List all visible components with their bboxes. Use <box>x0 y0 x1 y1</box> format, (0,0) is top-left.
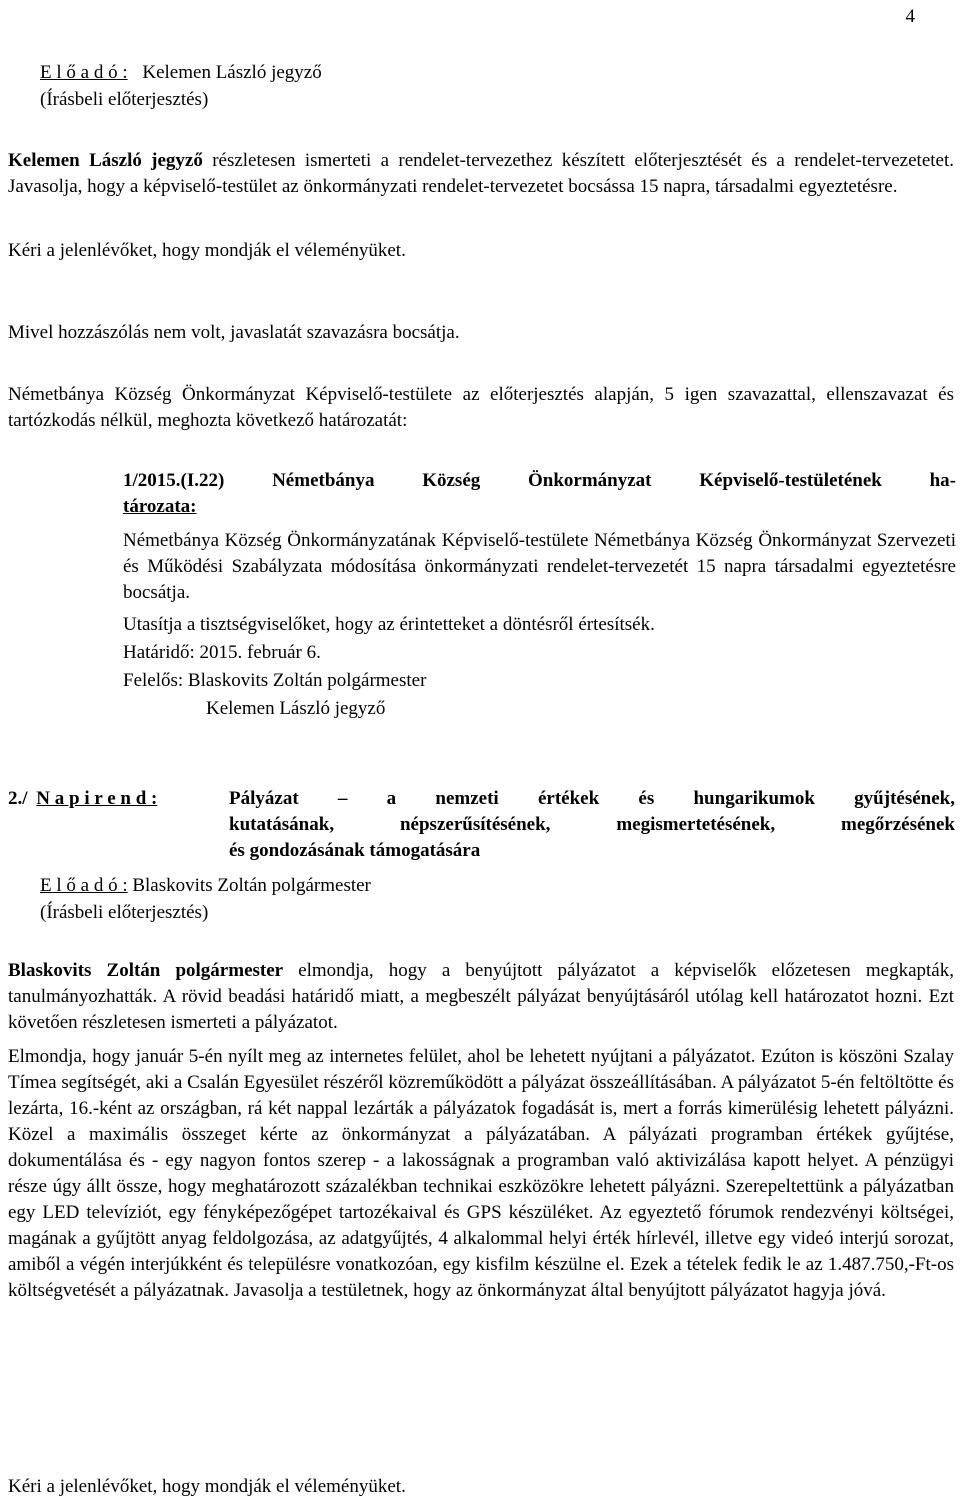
resolution-responsible: Felelős: Blaskovits Zoltán polgármester <box>123 670 427 691</box>
paragraph-request: Kéri a jelenlévőket, hogy mondják el véleményüket. <box>8 240 406 261</box>
agenda-title-line2: kutatásának, népszerűsítésének, megismertetésének, megőrzésének <box>229 814 955 835</box>
resolution-instruct: Utasítja a tisztségviselőket, hogy az érintetteket a döntésről értesítsék. <box>123 614 655 635</box>
resolution-title-line2: tározata: <box>123 496 197 517</box>
paragraph-intro-text: részletesen ismerteti a rendelet-tervezethez készített előterjesztését és a rendelet-tervezetetet. Javasolja, hogy a képviselő-testület az önkormányzati rendelet-tervezetet bocsássa 15 napra, társadalmi egyeztetésre. <box>8 150 954 197</box>
resolution-body: Németbánya Község Önkormányzatának Képviselő-testülete Németbánya Község Önkormányzat Szervezeti és Működési Szabályzata módosítása önkormányzati rendelet-tervezetét 15 napra társadalmi egyeztetésre bocsátja. <box>123 530 956 603</box>
eloado-label: E l ő a d ó : <box>40 62 128 83</box>
eloado-name: Kelemen László jegyző <box>142 62 322 83</box>
agenda-number: 2./ <box>8 788 28 809</box>
mayor-name: Blaskovits Zoltán polgármester <box>8 960 284 981</box>
agenda2-eloado-name: Blaskovits Zoltán polgármester <box>127 875 371 896</box>
resolution-title-line1: 1/2015.(I.22) Németbánya Község Önkormányzat Képviselő-testületének ha- <box>123 470 956 491</box>
agenda-label: N a p i r e n d : <box>36 788 158 809</box>
resolution-title <box>123 468 956 520</box>
paragraph-request-2: Kéri a jelenlévőket, hogy mondják el véleményüket. <box>8 1476 406 1497</box>
page-number: 4 <box>905 6 915 27</box>
paragraph-decision: Németbánya Község Önkormányzat Képviselő-testülete az előterjesztés alapján, 5 igen szavazattal, ellenszavazat és tartózkodás nélkül, meghozta következő határozatát: <box>8 384 954 431</box>
agenda-title <box>229 786 955 864</box>
agenda2-iras: (Írásbeli előterjesztés) <box>40 902 209 923</box>
agenda-title-line1: Pályázat – a nemzeti értékek és hungarikumok gyűjtésének, <box>229 788 955 809</box>
agenda-title-line3: és gondozásának támogatására <box>229 840 481 861</box>
speaker-name: Kelemen László jegyző <box>8 150 203 171</box>
agenda2-eloado-label: E l ő a d ó : <box>40 875 128 896</box>
resolution-responsible-2: Kelemen László jegyző <box>206 698 386 719</box>
agenda2-eloado <box>40 873 960 899</box>
paragraph-intro <box>8 148 954 200</box>
paragraph-details: Elmondja, hogy január 5-én nyílt meg az internetes felület, ahol be lehetett nyújtani a pályázatot. Ezúton is köszöni Szalay Tímea segítségét, aki a Csalán Egyesület részéről közreműködött a pályázat összeállításában. A pályázatot 5-én feltöltötte és lezárta, 16.-ként az országban, rá két nappal lezárták a pályázatok fogadását is, mert a forrás kimerülésig lehetett pályázni. Közel a maximális összeget kérte az önkormányzat a pályázatában. A pályázati programban értékek gyűjtése, dokumentálása és - egy nagyon fontos szerep - a lakosságnak a programban való aktivizálása kapott helyet. A pénzügyi része úgy állt össze, hogy meghatározott százalékban technikai eszközökre lehetett pályázni. Szerepeltettünk a pályázatban egy LED televíziót, egy fényképezőgépet tartozékaival és GPS készüléket. Az egyeztető fórumok rendezvényi költségei, magának a gyűjtött anyag feldolgozása, az adatgyűjtés, 4 alkalommal helyi érték hírlevél, illetve egy videó interjú sorozat, amiből a végén interjúkként és településre vonatkozóan, egy kisfilm készülne el. Ezek a tételek fedik le az 1.487.750,-Ft-os költségvetését a pályázatnak. Javasolja a testületnek, hogy az önkormányzat által benyújtott pályázatot hagyja jóvá. <box>8 1046 954 1301</box>
paragraph-mayor-text: elmondja, hogy a benyújtott pályázatot a képviselők előzetesen megkapták, tanulmányozhatták. A rövid beadási határidő miatt, a megbeszélt pályázat benyújtásáról utólag kell határozatot hozni. Ezt követően részletesen ismerteti a pályázatot. <box>8 960 954 1033</box>
paragraph-mayor <box>8 958 954 1036</box>
paragraph-vote-call: Mivel hozzászólás nem volt, javaslatát szavazásra bocsátja. <box>8 322 460 343</box>
eloado-header <box>40 60 960 86</box>
resolution-deadline: Határidő: 2015. február 6. <box>123 642 321 663</box>
iras-label: (Írásbeli előterjesztés) <box>40 89 209 110</box>
